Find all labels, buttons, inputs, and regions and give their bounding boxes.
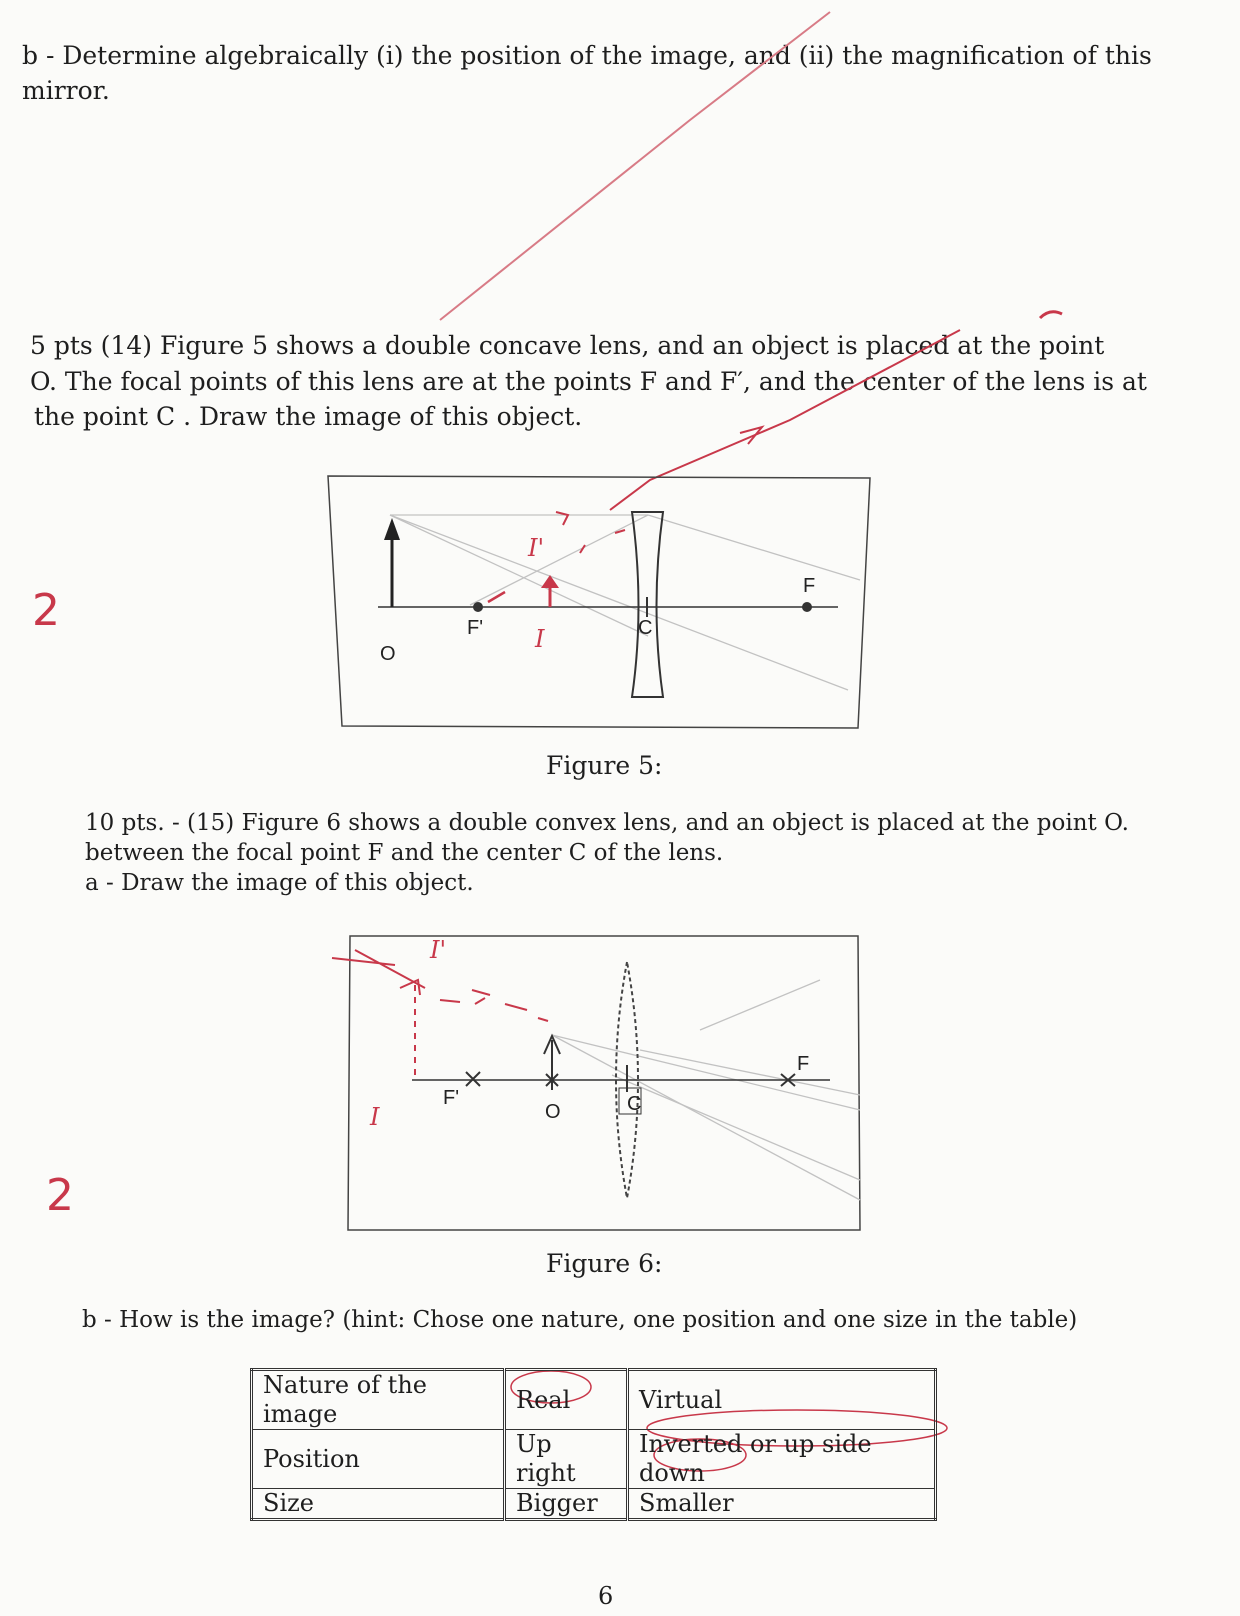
q15-grade-mark: 2 <box>46 1170 74 1221</box>
red-arrow-line <box>610 330 960 510</box>
table-row-size <box>252 1489 936 1520</box>
table-option-real: Real <box>505 1370 628 1430</box>
figure6-label-c: C <box>627 1093 642 1115</box>
figure6-label-fprime: F' <box>443 1087 460 1109</box>
figure5-red-image-arrowhead <box>541 575 559 588</box>
image-properties-table <box>250 1368 937 1521</box>
q15-line2: between the focal point F and the center C of the lens. <box>85 840 724 866</box>
figure5-frame <box>328 476 870 728</box>
figure5-object-arrowhead <box>384 518 400 540</box>
figure5-label-c: C <box>638 617 653 639</box>
figure5-label-o: O <box>380 643 396 665</box>
figure6-red-construction <box>332 950 548 1075</box>
table-label-nature: Nature of the image <box>252 1370 505 1430</box>
figure5-red-ray-stroke <box>488 592 505 602</box>
figure6-fprime-cross <box>466 1072 480 1086</box>
red-tick-mark <box>1040 312 1062 318</box>
figure6-image-label-bottom: I <box>370 1103 380 1131</box>
figure5-pencil-rays <box>390 515 860 690</box>
figure5-label-f: F <box>803 575 816 597</box>
figure5-fprime-point <box>473 602 483 612</box>
page-number: 6 <box>598 1582 614 1610</box>
table-option-inverted: Inverted or up side down <box>628 1430 936 1489</box>
figure6-caption: Figure 6: <box>546 1249 663 1278</box>
figure5-label-fprime: F' <box>467 617 484 639</box>
figure6-image-label-top: I' <box>430 936 447 964</box>
table-option-smaller: Smaller <box>628 1489 936 1520</box>
figure5-image-label-bottom: I <box>535 625 545 653</box>
q14-line2: O. The focal points of this lens are at the points F and F′, and the center of the lens is at <box>30 367 1147 396</box>
table-row-position <box>252 1430 936 1489</box>
figure6-label-o: O <box>545 1101 561 1123</box>
figure5-red-hook <box>556 512 585 553</box>
table-option-virtual: Virtual <box>628 1370 936 1430</box>
table-option-up-right: Up right <box>505 1430 628 1489</box>
figure5-f-point <box>802 602 812 612</box>
table-label-size: Size <box>252 1489 505 1520</box>
figure5-caption: Figure 5: <box>546 751 663 780</box>
red-strike-line <box>440 12 830 320</box>
prev-question-line2: mirror. <box>22 76 110 105</box>
q15-line3: a - Draw the image of this object. <box>85 870 474 896</box>
prev-question-line1: b - Determine algebraically (i) the position of the image, and (ii) the magnification of this <box>22 41 1152 70</box>
q15b-text: b - How is the image? (hint: Chose one nature, one position and one size in the table) <box>82 1307 1078 1333</box>
q15-line1: 10 pts. - (15) Figure 6 shows a double convex lens, and an object is placed at the point O. <box>85 810 1129 836</box>
table-row-nature <box>252 1370 936 1430</box>
q14-grade-mark: 2 <box>32 585 60 636</box>
q14-line1: 5 pts (14) Figure 5 shows a double concave lens, and an object is placed at the point <box>30 331 1105 360</box>
red-arrowhead <box>740 427 762 444</box>
figure6-pencil-rays <box>552 980 860 1200</box>
q14-line3: the point C . Draw the image of this object. <box>34 402 583 431</box>
figure6-label-f: F <box>797 1053 810 1075</box>
table-label-position: Position <box>252 1430 505 1489</box>
table-option-bigger: Bigger <box>505 1489 628 1520</box>
figure5-image-label-top: I' <box>528 534 545 562</box>
